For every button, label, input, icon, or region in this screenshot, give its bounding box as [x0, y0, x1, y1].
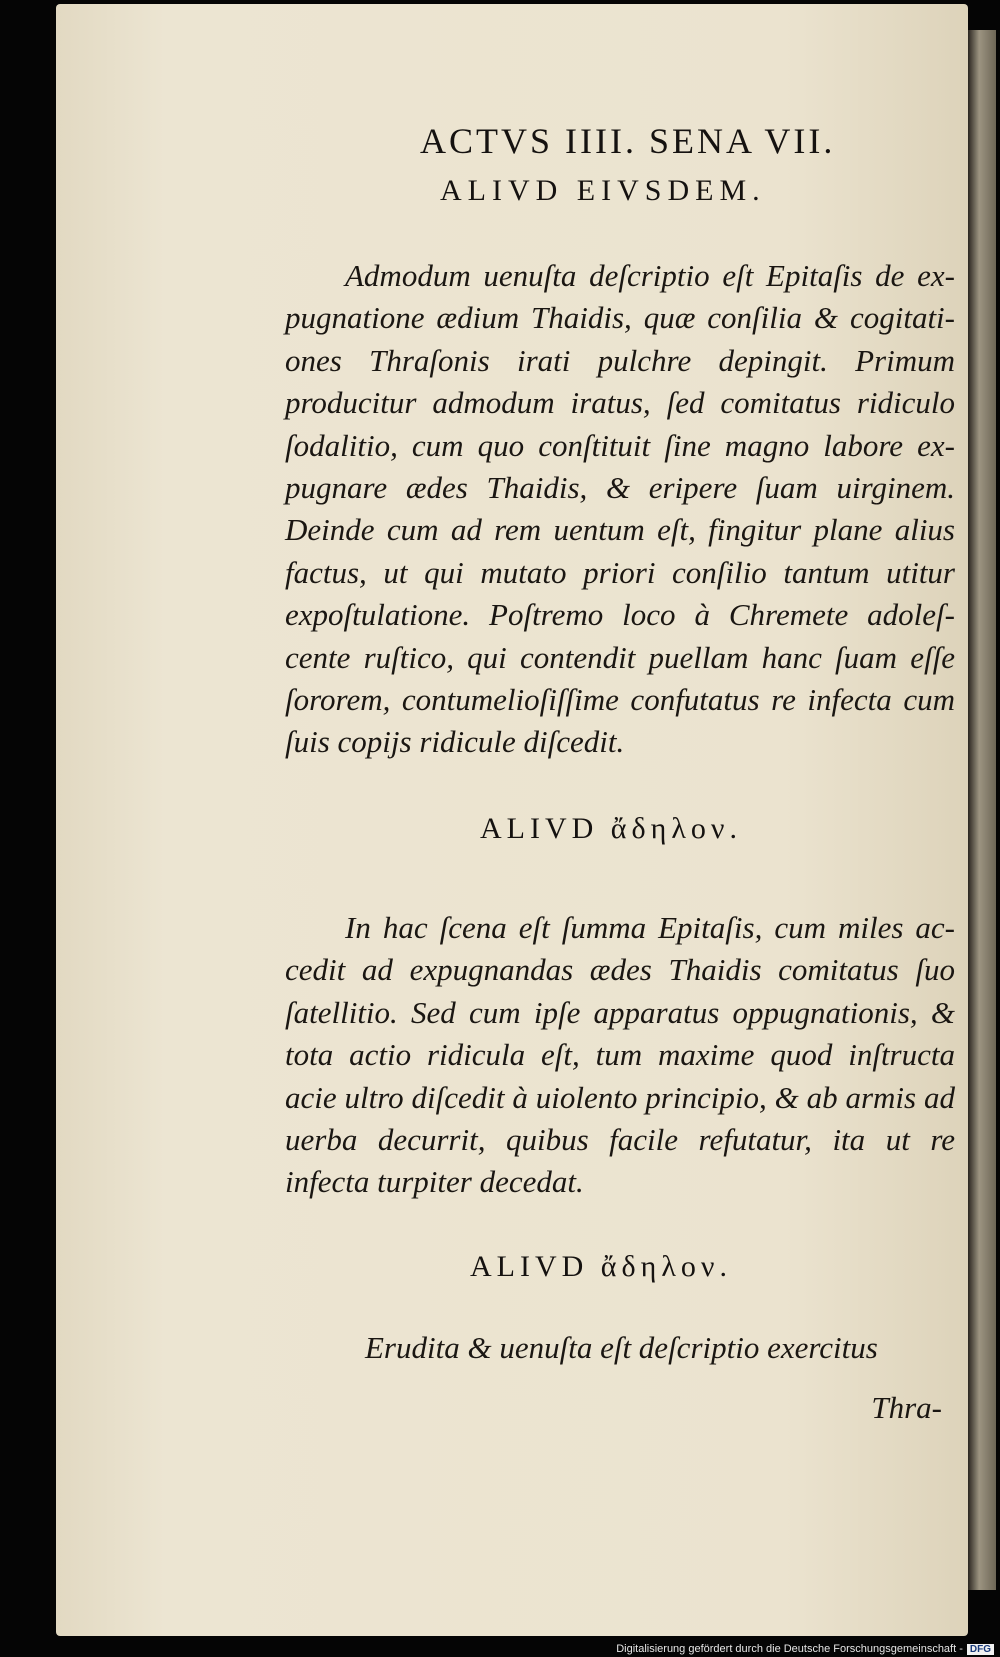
section-text-2: [285, 907, 955, 1204]
section-text-3: Erudita & uenuſta eſt deſcriptio exercitus: [365, 1330, 878, 1365]
dfg-logo: DFG: [967, 1644, 994, 1655]
section-text-1-body: Admodum uenuſta deſcriptio eſt Epitaſis de ex- pugnatione ædium Thaidis, quæ conſilia & cogitati- ones Thraſonis irati pulchre depingit. Primum producitur admodum iratus, ſed comitatus ridiculo ſodalitio, cum quo conſtituit ſine magno labore ex- pugnare ædes Thaidis, & eripere ſuam uirginem. Deinde cum ad rem uentum eſt, fingitur plane alius factus, ut qui mutato priori conſilio tantum utitur expoſtulatione. Poſtremo loco à Chremete adoleſ- cente ruſtico, qui contendit puellam hanc ſuam eſſe ſororem, contumelioſiſſime confutatus re infecta cum ſuis copijs ridicule diſcedit.: [285, 258, 955, 760]
section-text-1: [285, 255, 955, 764]
section-text-2-body: In hac ſcena eſt ſumma Epitaſis, cum miles ac- cedit ad expugnandas ædes Thaidis comitatus ſuo ſatellitio. Sed cum ipſe apparatus oppugnationis, & tota actio ridicula eſt, tum maxime quod inſtructa acie ultro diſcedit à uiolento principio, & ab armis ad uerba decurrit, quibus facile refutatur, ita ut re infecta turpiter decedat.: [285, 910, 955, 1200]
running-head: ACTVS IIII. SENA VII.: [420, 121, 836, 161]
footer-credit: [616, 1643, 994, 1655]
catchword: Thra-: [871, 1390, 942, 1425]
section-heading-3: ALIVD ἄδηλον.: [470, 1250, 732, 1283]
book-gutter: [968, 30, 996, 1590]
section-heading-2: ALIVD ἄδηλον.: [480, 812, 742, 845]
footer-text: Digitalisierung gefördert durch die Deutsche Forschungsgemeinschaft -: [616, 1643, 963, 1655]
section-heading-1: ALIVD EIVSDEM.: [440, 174, 766, 207]
